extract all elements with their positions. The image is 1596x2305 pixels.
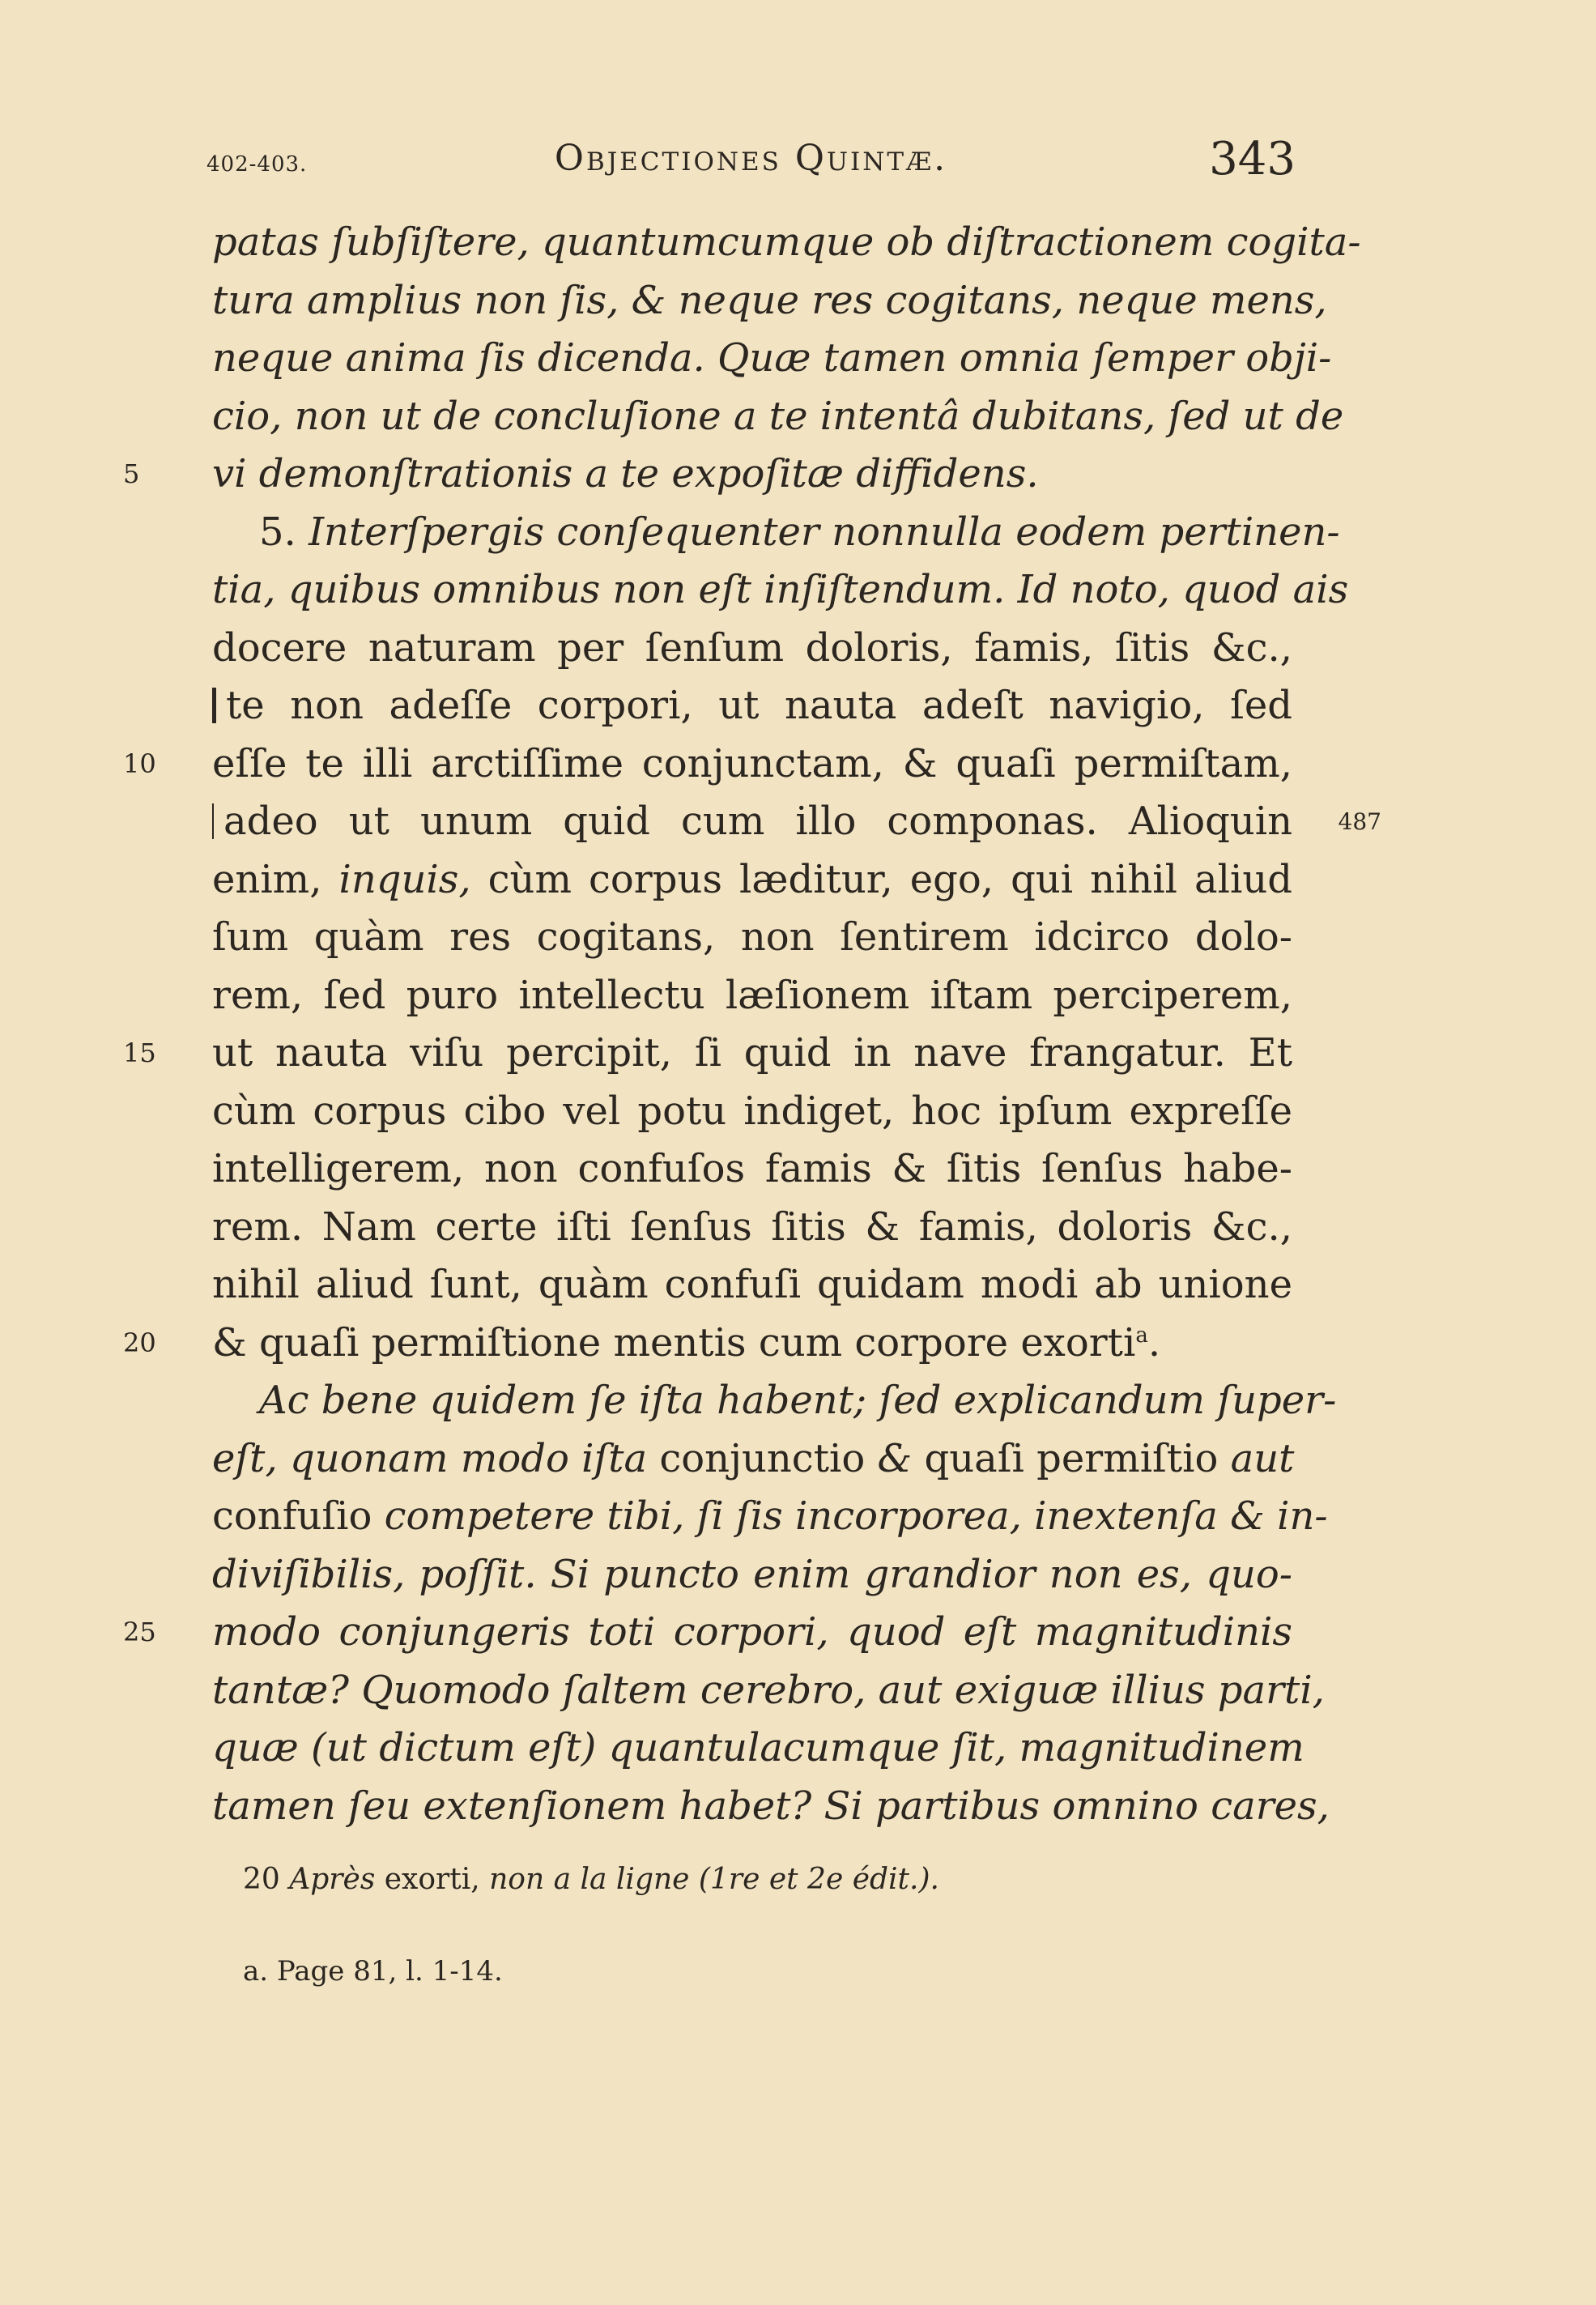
line-number: 10 <box>123 748 156 779</box>
line-text <box>212 1436 1294 1481</box>
italic-span: inquis, <box>338 856 471 902</box>
footnote-line-number: 20 <box>243 1863 280 1896</box>
footnote-italic: Après <box>289 1863 376 1896</box>
footnotes <box>243 1863 1296 1988</box>
line-text: te non adeſſe corpori, ut nauta adeſt navigio, ſed <box>226 683 1292 728</box>
roman-span: quaſi permiſtio <box>912 1435 1231 1481</box>
page-number: 343 <box>1209 133 1296 185</box>
line-text: neque anima ſis dicenda. Quæ tamen omnia ſemper obji- <box>212 335 1332 381</box>
line-text: diviſibilis, poſſit. Si puncto enim grandior non es, quo- <box>212 1551 1292 1597</box>
text-line <box>212 214 1361 272</box>
line-text: tamen ſeu extenſionem habet? Si partibus omnino cares, <box>212 1783 1330 1829</box>
text-line <box>212 1719 1304 1778</box>
line-text: cio, non ut de concluſione a te intentâ dubitans, ſed ut de <box>212 393 1344 439</box>
text-line <box>212 1083 1292 1141</box>
text-line <box>212 793 1381 851</box>
roman-span: confuſio <box>212 1493 385 1539</box>
footnote-italic: non a la ligne (1re et 2e édit.). <box>479 1863 939 1896</box>
text-line <box>123 445 1292 504</box>
roman-span: enim, <box>212 856 339 902</box>
italic-span: competere tibi, ſi ſis incorporea, inextenſa & in- <box>384 1493 1328 1539</box>
line-number: 5 <box>123 458 140 489</box>
roman-span: conjunctio <box>647 1435 878 1481</box>
footnote-marker: a <box>1135 1323 1148 1348</box>
text-line <box>123 1314 1292 1373</box>
running-title: Objectiones Quintæ. <box>554 138 948 179</box>
line-text: adeo ut unum quid cum illo componas. Alioquin <box>223 799 1292 844</box>
text-line <box>212 272 1327 330</box>
line-text: patas ſubſiſtere, quantumcumque ob diſtractionem cogita- <box>212 219 1361 265</box>
text-line <box>123 1025 1292 1083</box>
line-text: nihil aliud ſunt, quàm confuſi quidam modi ab unione <box>212 1262 1292 1307</box>
line-text: eſſe te illi arctiſſime conjunctam, & quaſi permiſtam, <box>212 740 1292 786</box>
text-line <box>212 851 1292 910</box>
page-range: 402-403. <box>206 152 308 177</box>
main-text <box>123 214 1381 1835</box>
footnote-variant <box>243 1863 1296 1928</box>
running-header <box>206 133 1296 194</box>
line-number: 25 <box>123 1617 156 1647</box>
text-line <box>212 504 1340 562</box>
roman-span: cùm corpus læditur, ego, qui nihil aliud <box>470 856 1293 902</box>
text-line <box>212 330 1332 388</box>
text-line <box>212 1778 1330 1836</box>
line-text: modo conjungeris toti corpori, quod eſt magnitudinis <box>212 1609 1292 1655</box>
text-line <box>212 1256 1292 1314</box>
line-number: 20 <box>123 1327 156 1358</box>
text-line <box>212 1140 1292 1199</box>
line-text: tura amplius non ſis, & neque res cogitans, neque mens, <box>212 277 1327 323</box>
text-line <box>212 620 1292 678</box>
margin-page-ref: 487 <box>1338 808 1381 835</box>
line-text: tantæ? Quomodo ſaltem cerebro, aut exiguæ illius parti, <box>212 1667 1325 1713</box>
edition-break-marker <box>212 803 214 839</box>
edition-break-marker <box>212 688 216 723</box>
footnote-reference: a. Page 81, l. 1-14. <box>243 1955 503 1988</box>
text-line <box>212 1372 1337 1430</box>
italic-span: eſt, quonam modo iſta <box>212 1435 648 1481</box>
text-line <box>212 1430 1295 1489</box>
line-text <box>212 857 1292 902</box>
line-text: Ac bene quidem ſe iſta habent; ſed explicandum ſuper- <box>259 1378 1337 1423</box>
line-text: rem, ſed puro intellectu læſionem iſtam perciperem, <box>212 972 1292 1018</box>
text-line <box>123 735 1292 794</box>
text-line <box>212 388 1344 446</box>
italic-span: aut <box>1230 1435 1295 1481</box>
line-text: rem. Nam certe iſti ſenſus ſitis & famis, doloris &c., <box>212 1204 1292 1250</box>
line-text: cùm corpus cibo vel potu indiget, hoc ipſum expreſſe <box>212 1088 1292 1134</box>
line-text: 5. Interſpergis conſequenter nonnulla eodem pertinen- <box>259 509 1340 555</box>
italic-span: & <box>877 1435 913 1481</box>
text-line <box>212 677 1292 735</box>
text-line <box>212 1199 1292 1257</box>
line-text: & quaſi permiſtione mentis cum corpore exorti$^a$. <box>212 1319 1161 1366</box>
text-line <box>212 909 1292 967</box>
text-line <box>212 1546 1292 1604</box>
text-line <box>123 1604 1292 1662</box>
footnote-roman: exorti, <box>375 1863 480 1896</box>
line-text <box>212 1493 1328 1539</box>
text-line <box>212 967 1292 1025</box>
line-text: intelligerem, non confuſos famis & ſitis ſenſus habe- <box>212 1146 1292 1191</box>
text-line <box>212 1488 1328 1546</box>
text-line <box>212 1662 1325 1720</box>
line-text: ut nauta viſu percipit, ſi quid in nave frangatur. Et <box>212 1030 1292 1076</box>
text-line <box>212 561 1349 620</box>
line-number: 15 <box>123 1037 156 1068</box>
line-text: vi demonſtrationis a te expoſitæ diffidens. <box>212 451 1039 496</box>
line-text: tia, quibus omnibus non eſt inſiſtendum. Id noto, quod ais <box>212 567 1349 612</box>
line-text: quæ (ut dictum eſt) quantulacumque ſit, magnitudinem <box>212 1725 1304 1770</box>
line-text: docere naturam per ſenſum doloris, famis, ſitis &c., <box>212 624 1292 671</box>
line-text: ſum quàm res cogitans, non ſentirem idcirco dolo- <box>212 914 1292 960</box>
section-number: 5. <box>259 509 309 555</box>
